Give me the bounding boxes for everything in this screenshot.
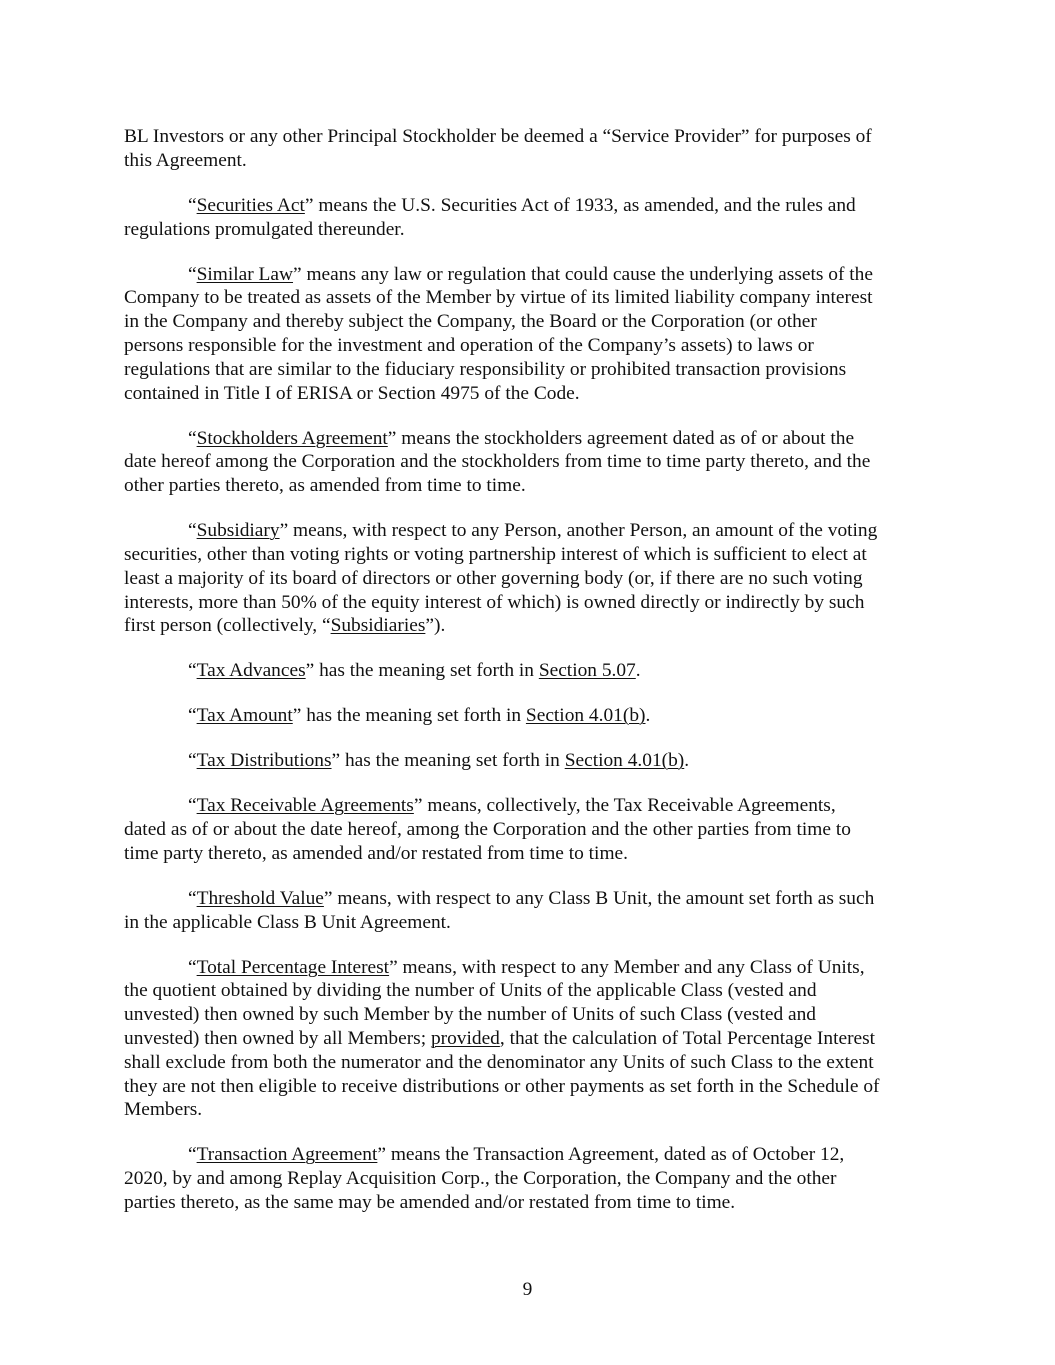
text-segment: 2020, by and among Replay Acquisition Corp., the Corporation, the Company and the other [124,1168,837,1190]
definition-paragraph [124,194,934,242]
text-line [124,194,934,218]
definition-paragraph [124,956,934,1123]
text-segment: they are not then eligible to receive distributions or other payments as set forth in the Schedule of [124,1075,880,1097]
text-segment: “ [188,705,197,727]
text-segment: Company to be treated as assets of the Member by virtue of its limited liability company interest [124,287,873,309]
underlined-term: Similar Law [196,263,294,285]
text-segment: ” has the meaning set forth in [292,705,526,727]
text-line [124,218,934,242]
underlined-term: Subsidiaries [330,615,426,637]
underlined-term: Threshold Value [196,887,324,909]
text-segment: unvested) then owned by such Member by the number of Units of such Class (vested and [124,1004,816,1026]
underlined-term: Section 4.01(b) [525,705,646,727]
text-line [124,474,934,498]
underlined-term: Transaction Agreement [196,1144,378,1166]
underlined-term: Stockholders Agreement [196,427,388,449]
text-segment: shall exclude from both the numerator and the denominator any Units of such Class to the extent [124,1051,874,1073]
text-line [124,149,934,173]
underlined-term: Tax Advances [196,660,306,682]
text-line [124,334,934,358]
text-segment: “ [188,750,197,772]
underlined-term: Tax Receivable Agreements [196,795,414,817]
text-segment: contained in Title I of ERISA or Section 4975 of the Code. [124,382,580,404]
text-line [124,1075,934,1099]
text-line [124,263,934,287]
text-line [124,1191,934,1215]
text-line [124,1051,934,1075]
definition-paragraph [124,1143,934,1214]
text-segment: ” means the U.S. Securities Act of 1933, as amended, and the rules and [304,194,856,216]
text-segment: . [684,750,690,772]
text-segment: ” has the meaning set forth in [331,750,565,772]
definition-paragraph [124,427,934,498]
definition-paragraph [124,659,934,683]
text-segment: interests, more than 50% of the equity interest of which) is owned directly or indirectly by such [124,591,865,613]
text-segment: securities, other than voting rights or voting partnership interest of which is sufficient to elect at [124,543,867,565]
text-line [124,842,934,866]
text-segment: persons responsible for the investment and operation of the Company’s assets) to laws or [124,334,814,356]
definition-paragraph [124,887,934,935]
text-line [124,1003,934,1027]
text-segment: “ [188,660,197,682]
text-segment: the quotient obtained by dividing the number of Units of the applicable Class (vested and [124,980,817,1002]
text-line [124,979,934,1003]
text-segment: “ [188,956,197,978]
definition-paragraph [124,125,934,173]
text-segment: ” means, with respect to any Person, another Person, an amount of the voting [279,520,878,542]
underlined-term: Section 4.01(b) [564,750,685,772]
text-segment: . [645,705,651,727]
text-segment: “ [188,194,197,216]
text-line [124,1027,934,1051]
text-line [124,956,934,980]
underlined-term: Tax Distributions [196,750,332,772]
text-segment: first person (collectively, “ [124,615,331,637]
text-segment: in the Company and thereby subject the Company, the Board or the Corporation (or other [124,311,817,333]
text-line [124,794,934,818]
text-segment: . [635,660,641,682]
text-line [124,310,934,334]
text-segment: ” has the meaning set forth in [305,660,539,682]
text-line [124,450,934,474]
text-line [124,659,934,683]
text-line [124,704,934,728]
text-line [124,427,934,451]
text-segment: ” means the stockholders agreement dated as of or about the [387,427,855,449]
text-line [124,911,934,935]
definition-paragraph [124,263,934,406]
underlined-term: Tax Amount [196,705,293,727]
definition-paragraph [124,704,934,728]
document-body [124,125,934,1236]
text-segment: ” means, with respect to any Member and any Class of Units, [389,956,865,978]
text-segment: ”). [425,615,446,637]
text-segment: least a majority of its board of directors or other governing body (or, if there are no such voting [124,567,863,589]
text-line [124,818,934,842]
text-line [124,887,934,911]
text-line [124,286,934,310]
text-line [124,1098,934,1122]
underlined-term: provided [430,1027,500,1049]
text-segment: , that the calculation of Total Percentage Interest [499,1027,876,1049]
text-segment: “ [188,887,197,909]
underlined-term: Total Percentage Interest [196,956,390,978]
text-segment: “ [188,1144,197,1166]
underlined-term: Section 5.07 [538,660,636,682]
definition-paragraph [124,794,934,865]
text-line [124,1143,934,1167]
text-line [124,358,934,382]
text-segment: regulations promulgated thereunder. [124,218,405,240]
text-line [124,1167,934,1191]
underlined-term: Securities Act [196,194,305,216]
text-segment: parties thereto, as the same may be amended and/or restated from time to time. [124,1191,736,1213]
text-segment: unvested) then owned by all Members; [124,1027,431,1049]
text-segment: regulations that are similar to the fiduciary responsibility or prohibited transaction provisions [124,358,847,380]
text-segment: “ [188,520,197,542]
text-segment: date hereof among the Corporation and the stockholders from time to time party thereto, and the [124,451,871,473]
text-segment: Members. [124,1099,203,1121]
text-segment: other parties thereto, as amended from time to time. [124,475,526,497]
text-segment: ” means any law or regulation that could cause the underlying assets of the [293,263,873,285]
text-line [124,125,934,149]
text-line [124,567,934,591]
text-segment: time party thereto, as amended and/or restated from time to time. [124,842,628,864]
text-line [124,614,934,638]
text-segment: this Agreement. [124,149,247,171]
text-line [124,591,934,615]
page-number: 9 [522,1279,533,1300]
text-line [124,519,934,543]
text-segment: in the applicable Class B Unit Agreement. [124,911,451,933]
text-segment: “ [188,795,197,817]
definition-paragraph [124,519,934,638]
underlined-term: Subsidiary [196,520,280,542]
text-line [124,543,934,567]
text-segment: ” means, collectively, the Tax Receivable Agreements, [413,795,836,817]
definition-paragraph [124,749,934,773]
text-segment: dated as of or about the date hereof, among the Corporation and the other parties from time to [124,819,851,841]
text-segment: “ [188,263,197,285]
text-segment: BL Investors or any other Principal Stockholder be deemed a “Service Provider” for purposes of [124,126,872,147]
text-line [124,382,934,406]
text-segment: ” means the Transaction Agreement, dated as of October 12, [377,1144,845,1166]
text-segment: “ [188,427,197,449]
text-segment: ” means, with respect to any Class B Unit, the amount set forth as such [323,887,875,909]
text-line [124,749,934,773]
